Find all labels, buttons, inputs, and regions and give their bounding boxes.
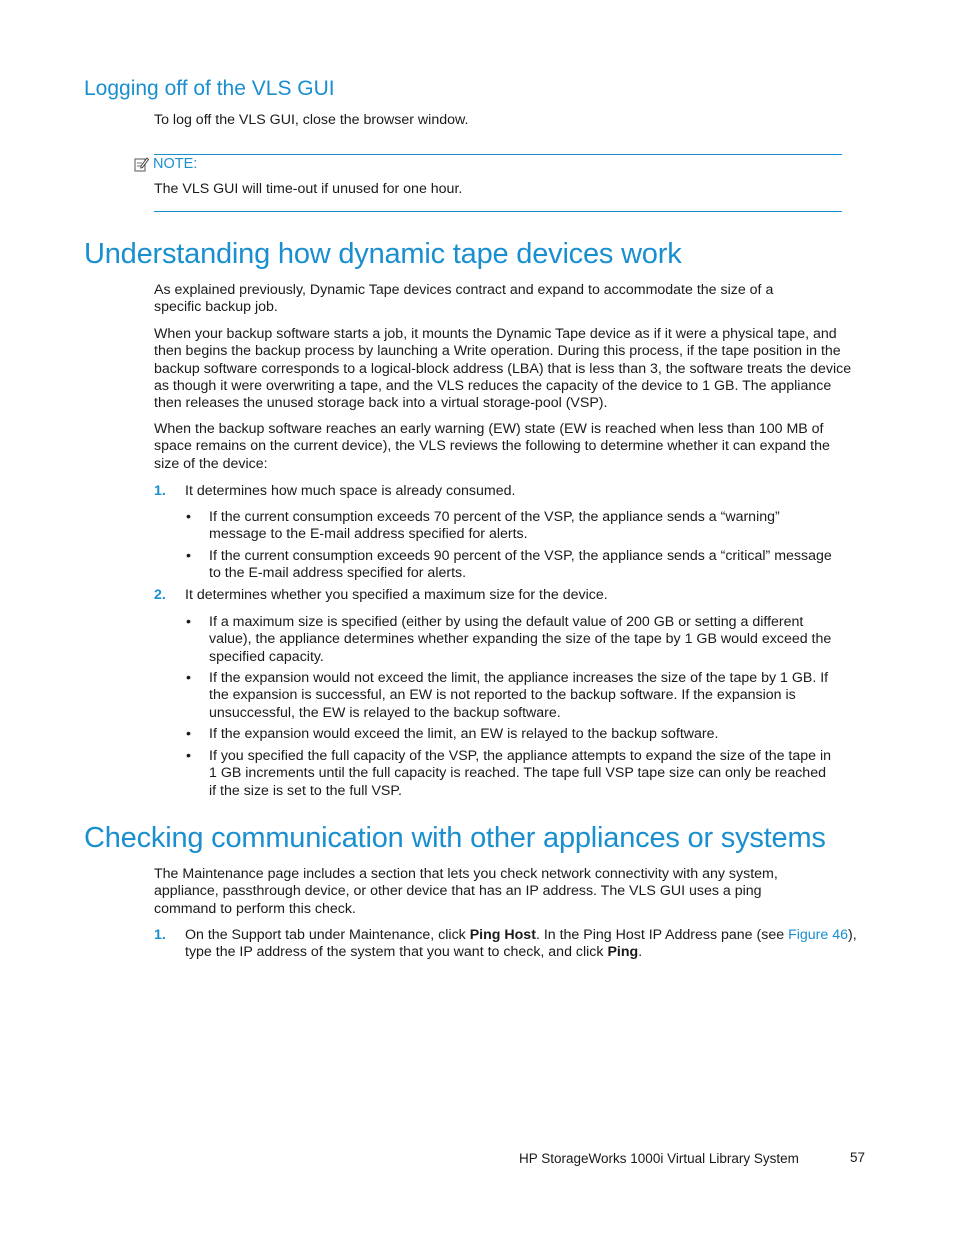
bullet-item: If a maximum size is specified (either by using the default value of 200 GB or setting a different value), the appliance determines whether expanding the size of the tape by 1 GB would exceed the specified capacity. [209,614,832,665]
dynamic-tape-para-2: When your backup software starts a job, it mounts the Dynamic Tape device as if it were a physical tape, and then begins the backup process by launching a Write operation. During this process, if the tape position in the backup software corresponds to a logical-block address (LBA) that is less than 3, the software treats the device as though it were overwriting a tape, and the VLS reduces the capacity of the device to 1 GB. The appliance then releases the unused storage back into a virtual storage-pool (VSP). [154,326,852,412]
logging-off-text: To log off the VLS GUI, close the browser window. [154,112,469,128]
bullet-item: If the expansion would exceed the limit, an EW is relayed to the backup software. [209,726,719,742]
checking-communication-para-1: The Maintenance page includes a section that lets you check network connectivity with any system, appliance, passthrough device, or other device that has an IP address. The VLS GUI uses a ping command to perform this check. [154,866,778,917]
ping-step-text-c: ), type the IP address of the system that you want to check, and click [185,927,857,961]
ping-step-text-d: . [638,944,643,961]
dynamic-tape-para-3: When the backup software reaches an early warning (EW) state (EW is reached when less than 100 MB of space remains on the current device), the VLS reviews the following to determine whether it can expand the size of the device: [154,421,830,472]
figure-46-link[interactable]: Figure 46 [788,927,848,943]
step-number-1: 1. [154,927,166,943]
note-label-text: NOTE: [153,156,198,172]
note-text: The VLS GUI will time-out if unused for one hour. [154,181,463,197]
bullet-item: If you specified the full capacity of the VSP, the appliance attempts to expand the size of the tape in 1 GB increments until the full capacity is reached. The tape full VSP tape size can only be reached if the size is set to the full VSP. [209,748,832,799]
ping-step-text [185,927,865,962]
note-pencil-icon [134,156,149,172]
bullet-item: If the expansion would not exceed the limit, the appliance increases the size of the tape by 1 GB. If the expansion is successful, an EW is not reported to the backup software. If the expansion is unsuccessful, the EW is relayed to the backup software. [209,670,829,721]
bullet-item: If the current consumption exceeds 70 percent of the VSP, the appliance sends a “warning” message to the E-mail address specified for alerts. [209,509,780,543]
bullet-marker: • [186,726,191,742]
section-heading-logging-off: Logging off of the VLS GUI [84,77,335,100]
bullet-item: If the current consumption exceeds 90 percent of the VSP, the appliance sends a “critical” message to the E-mail address specified for alerts. [209,548,832,582]
step-number-1: 1. [154,483,166,499]
dynamic-tape-para-1: As explained previously, Dynamic Tape devices contract and expand to accommodate the size of a specific backup job. [154,282,774,316]
note-top-rule [154,154,842,155]
note-bottom-rule [154,211,842,212]
ping-button-label: Ping [607,944,639,961]
bullet-marker: • [186,748,191,764]
bullet-marker: • [186,548,191,564]
step-1-text: It determines how much space is already consumed. [185,483,516,499]
page-number: 57 [850,1150,866,1165]
step-number-2: 2. [154,587,166,603]
section-heading-checking-communication: Checking communication with other appliances or systems [84,822,826,854]
bullet-marker: • [186,509,191,525]
ping-step-text-b: . In the Ping Host IP Address pane (see [535,927,789,943]
bullet-marker: • [186,614,191,630]
bullet-marker: • [186,670,191,686]
footer-title: HP StorageWorks 1000i Virtual Library System [519,1151,799,1166]
ping-host-label: Ping Host [469,927,536,943]
ping-step-text-a: On the Support tab under Maintenance, click [185,927,470,943]
note-label [134,156,197,172]
section-heading-dynamic-tape: Understanding how dynamic tape devices work [84,238,682,270]
step-2-text: It determines whether you specified a maximum size for the device. [185,587,608,603]
